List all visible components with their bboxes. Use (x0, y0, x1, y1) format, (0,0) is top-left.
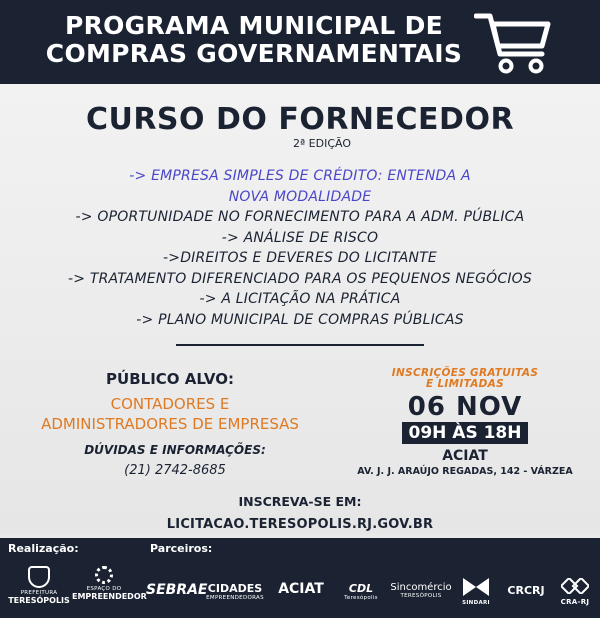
logo-prefeitura-name: TERESÓPOLIS (8, 596, 70, 605)
course-title: CURSO DO FORNECEDOR (85, 102, 515, 137)
logo-cdl-sub: Teresópolis (344, 595, 378, 601)
logo-sincomercio-name: Sincomércio (390, 582, 452, 593)
audience-line-2: ADMINISTRADORES DE EMPRESAS (41, 415, 299, 433)
logo-cdl-name: CDL (348, 582, 374, 595)
registration-line-1: INSCRIÇÕES GRATUITAS (391, 367, 539, 379)
logo-cra-rj-name: CRA-RJ (560, 598, 590, 606)
event-date: 06 NOV (407, 392, 523, 422)
topic-item: -> A LICITAÇÃO NA PRÁTICA (199, 291, 401, 307)
logo-espaco-name: EMPREENDEDOR (72, 592, 147, 601)
logo-sebrae-name: SEBRAE (146, 582, 208, 598)
logo-sincomercio (386, 582, 456, 599)
logo-sindari (458, 578, 494, 606)
shopping-cart-icon (474, 6, 554, 76)
section-divider (176, 344, 424, 346)
audience-label: PÚBLICO ALVO: (106, 370, 234, 388)
footer-bar (0, 538, 600, 618)
topic-item: -> EMPRESA SIMPLES DE CRÉDITO: ENTENDA A (129, 168, 471, 184)
event-address: AV. J. J. ARAÚJO REGADAS, 142 - VÁRZEA (357, 466, 573, 477)
logo-sincomercio-sub: TERESÓPOLIS (400, 593, 442, 599)
topic-item: NOVA MODALIDADE (228, 188, 372, 205)
audience-block (20, 370, 320, 434)
contact-phone: (21) 2742-8685 (124, 463, 226, 478)
logo-sindari-name: SINDARI (462, 600, 490, 606)
event-time: 09H ÀS 18H (402, 422, 527, 444)
logo-prefeitura-sub: PREFEITURA (20, 590, 58, 596)
logo-crcrj-name: CRCRJ (507, 584, 545, 597)
program-title-line-1: PROGRAMA MUNICIPAL DE (64, 11, 444, 40)
logo-cdl (338, 582, 384, 601)
registration-note (340, 368, 590, 390)
topics-list (0, 166, 600, 330)
topic-item: -> ANÁLISE DE RISCO (221, 229, 379, 246)
event-place: ACIAT (442, 448, 488, 464)
logo-espaco-empreendedor (72, 566, 147, 601)
parceiros-label: Parceiros: (150, 542, 213, 555)
logo-prefeitura (8, 566, 70, 605)
realizacao-label: Realização: (8, 542, 79, 555)
logo-cra-rj (554, 578, 596, 606)
program-title-line-2: COMPRAS GOVERNAMENTAIS (45, 39, 463, 68)
city-seal-icon (28, 566, 50, 588)
logo-cidades-name: CIDADES (207, 582, 263, 595)
logo-aciat-name: ACIAT (278, 581, 324, 597)
topic-item: -> PLANO MUNICIPAL DE COMPRAS PÚBLICAS (136, 311, 464, 328)
signup-block (0, 494, 600, 532)
topic-item: -> OPORTUNIDADE NO FORNECIMENTO PARA A ADM. PÚBLICA (75, 209, 525, 225)
logo-sebrae (146, 582, 208, 598)
contact-label: DÚVIDAS E INFORMAÇÕES: (84, 443, 266, 457)
audience-line-1: CONTADORES E (110, 395, 230, 413)
program-title (40, 12, 468, 68)
logo-aciat (268, 581, 334, 597)
sindari-mark-icon (463, 578, 489, 596)
logo-espaco-sub: ESPAÇO DO (86, 586, 122, 592)
topic-item: ->DIREITOS E DEVERES DO LICITANTE (163, 250, 437, 266)
topic-item: -> TRATAMENTO DIFERENCIADO PARA OS PEQUENOS NEGÓCIOS (68, 270, 532, 287)
header-banner (0, 0, 600, 84)
logo-crcrj (500, 584, 552, 597)
registration-line-2: E LIMITADAS (426, 378, 504, 390)
logo-cidades-sub: EMPREENDEDORAS (206, 595, 264, 601)
logo-cidades (206, 582, 264, 601)
signup-label: INSCREVA-SE EM: (238, 494, 362, 509)
audience-value (20, 394, 320, 434)
signup-url[interactable]: LICITACAO.TERESOPOLIS.RJ.GOV.BR (166, 517, 434, 532)
cra-mark-icon (561, 578, 589, 594)
edition-label: 2ª EDIÇÃO (292, 137, 351, 150)
gear-icon (95, 566, 113, 584)
event-block (340, 368, 590, 464)
